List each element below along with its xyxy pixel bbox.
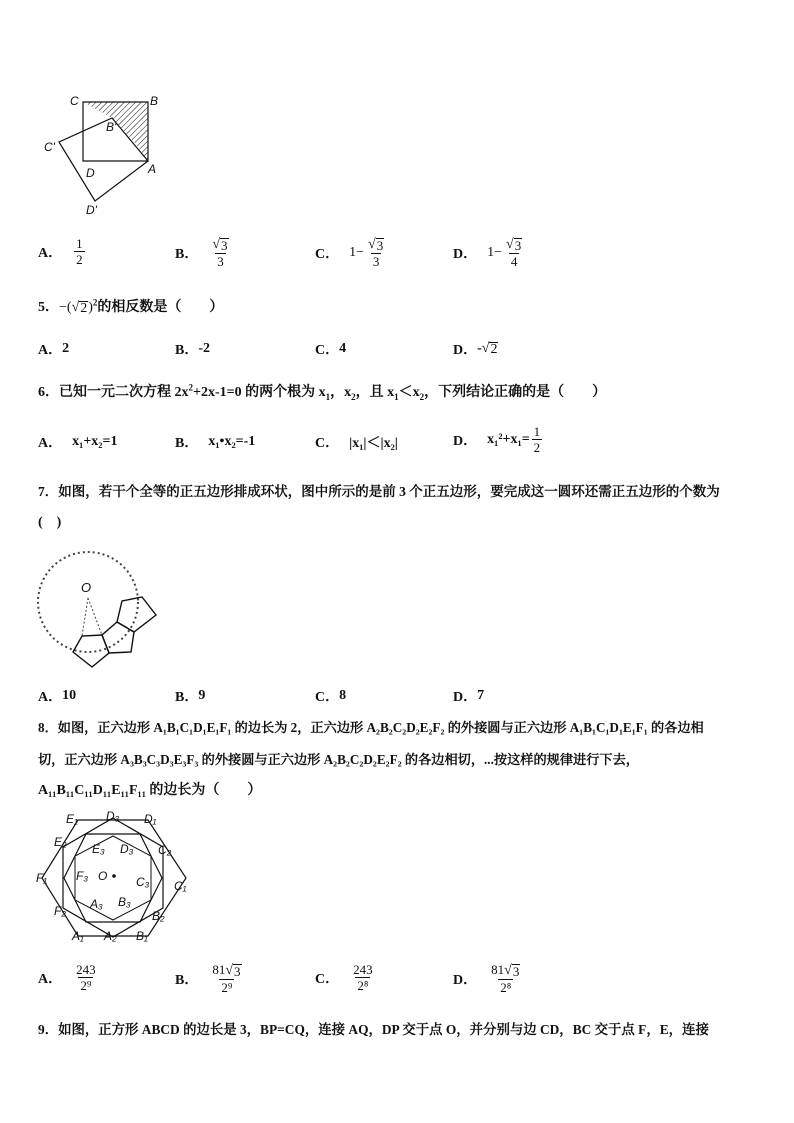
hex-label-o: O — [98, 869, 108, 883]
q4-option-b[interactable]: B． √ 3 3 — [175, 237, 228, 269]
hex-label-c3: C₃ — [136, 875, 150, 889]
q4-option-d[interactable]: D． 1− √ 3 4 — [453, 237, 522, 269]
label-B: B — [150, 94, 159, 108]
label-A: A — [148, 162, 157, 176]
q7-stem-line2: ( ) — [38, 515, 62, 530]
label-O: O — [81, 580, 92, 595]
hex-label-b3: B₃ — [118, 895, 131, 909]
label-D-prime: D' — [86, 203, 97, 217]
hex-label-b1: B₁ — [136, 929, 148, 943]
hex-label-c2: C₂ — [158, 843, 172, 857]
label-D: D — [86, 166, 95, 180]
q5-option-b[interactable]: B． -2 — [175, 341, 211, 358]
q9-stem-line1: 9．如图，正方形 ABCD 的边长是 3，BP=CQ，连接 AQ，DP 交于点 O，并分别与边 CD，BC 交于点 F，E，连接 — [38, 1022, 709, 1037]
hex-label-b2: B₂ — [152, 909, 165, 923]
q8-stem-line3: A₁₁B₁₁C₁₁D₁₁E₁₁F₁₁ 的边长为（ ） — [38, 783, 262, 798]
q7-stem-line1: 7．如图，若干个全等的正五边形排成环状，图中所示的是前 3 个正五边形，要完成这一圆环还需正五边形的个数为 — [38, 484, 720, 499]
q4-option-c[interactable]: C． 1− √ 3 3 — [315, 237, 384, 269]
hex-label-c1: C₁ — [174, 879, 187, 893]
q8-option-c[interactable]: C． $\frac{243}{\text{2⁸}}$ — [315, 962, 373, 993]
q8-option-a[interactable]: A． $\frac{243}{\text{2⁹}}$ — [38, 962, 96, 993]
label-B-prime: B' — [106, 120, 117, 134]
figure-rotated-square — [40, 90, 170, 220]
q6-option-c[interactable]: C． |x₁|＜|x₂| — [315, 436, 398, 451]
q7-option-b[interactable]: B． 9 — [175, 688, 206, 705]
figure-pentagon-ring — [36, 540, 166, 675]
hex-label-e1: E₁ — [66, 812, 78, 826]
hex-label-a3: A₃ — [90, 897, 103, 911]
figure-nested-hexagons — [36, 806, 192, 946]
hex-label-e2: E₂ — [54, 835, 67, 849]
hex-label-f2: F₂ — [54, 904, 66, 918]
hex-label-d1: D₁ — [144, 812, 157, 826]
hex-label-d3-top: D₃ — [106, 809, 120, 823]
q5-option-a[interactable]: A． 2 — [38, 341, 70, 358]
q5-option-d[interactable]: D． - √ 2 — [453, 340, 498, 358]
q8-option-b[interactable]: B． 81 √ 3 2⁹ — [175, 962, 241, 995]
q6-stem: 6．已知一元二次方程 $2x^2+2x-1=0$ 的两个根为 $x_1$，$x_2$，且 $x_1<x_2$，下列结论正确的是（ ） — [38, 382, 607, 402]
hex-label-a1: A₁ — [72, 929, 84, 943]
q6-option-a[interactable]: A． x₁+x₂=1 — [38, 434, 118, 451]
q8-option-d[interactable]: D． 81 √ 3 2⁸ — [453, 962, 520, 995]
q7-option-d[interactable]: D． 7 — [453, 688, 485, 705]
q6-option-b[interactable]: B． x₁•x₂=-1 — [175, 434, 256, 451]
q8-stem-line1: 8．如图，正六边形 A₁B₁C₁D₁E₁F₁ 的边长为 2，正六边形 A₂B₂C₂D₂E₂F₂ 的外接圆与正六边形 A₁B₁C₁D₁E₁F₁ 的各边相 — [38, 720, 704, 735]
hex-label-e3: E₃ — [92, 842, 105, 856]
q5-stem: 5．−( √ 2 )$^2$的相反数是（ ） — [38, 297, 224, 316]
hex-label-a2: A₂ — [104, 929, 117, 943]
q6-option-d[interactable]: D． x₁²+x₁= $\frac{1}{2}$ — [453, 424, 541, 455]
q5-option-c[interactable]: C． 4 — [315, 341, 347, 358]
q4-option-a[interactable]: A． $\frac{1}{2}$ — [38, 236, 83, 267]
q8-stem-line2: 切，正六边形 A₃B₃C₃D₃E₃F₃ 的外接圆与正六边形 A₂B₂C₂D₂E₂F₂ 的各边相切，...按这样的规律进行下去， — [38, 752, 639, 767]
hex-label-f1: F₁ — [36, 871, 48, 885]
hex-label-d3: D₃ — [120, 842, 134, 856]
label-C-prime: C' — [44, 140, 55, 154]
q7-option-c[interactable]: C． 8 — [315, 688, 347, 705]
label-C: C — [70, 94, 79, 108]
hex-label-f3: F₃ — [76, 869, 89, 883]
q7-option-a[interactable]: A． 10 — [38, 688, 77, 705]
